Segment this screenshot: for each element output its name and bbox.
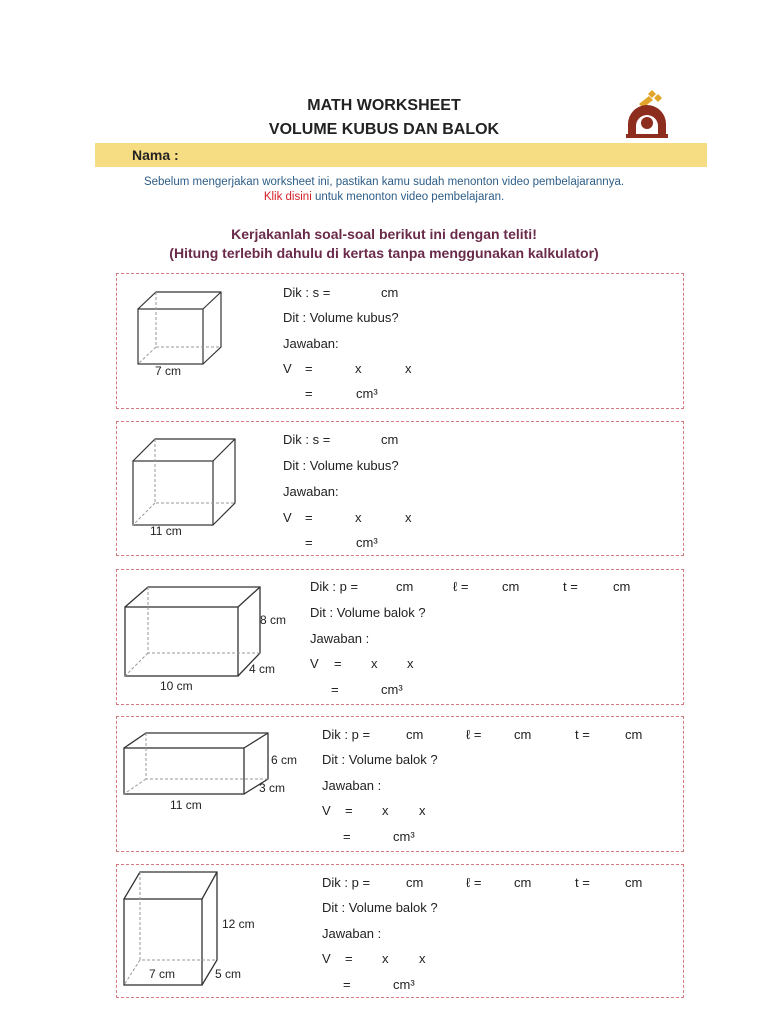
result-eq-2: =: [305, 535, 313, 550]
cuboid-height-label-4: 6 cm: [271, 753, 298, 767]
v-eq-3: =: [334, 656, 342, 671]
dik-l-4: ℓ =: [466, 727, 482, 742]
dit-4: Dit : Volume balok ?: [322, 752, 438, 767]
cuboid-width-label-3: 4 cm: [249, 662, 276, 676]
cuboid-height-label-5: 12 cm: [222, 917, 255, 931]
v-label-4: V: [322, 803, 331, 818]
cube-side-label-1: 7 cm: [155, 364, 182, 378]
dit-3: Dit : Volume balok ?: [310, 605, 426, 620]
dit-1: Dit : Volume kubus?: [283, 310, 399, 325]
cuboid-length-label-3: 10 cm: [160, 679, 193, 693]
result-eq-5: =: [343, 977, 351, 992]
result-unit-2: cm³: [356, 535, 378, 550]
x2-4: x: [419, 803, 426, 818]
x1-1: x: [355, 361, 362, 376]
dik-l-3: ℓ =: [453, 579, 469, 594]
worksheet-title: MATH WORKSHEET: [307, 97, 461, 114]
dik-p-4: Dik : p =: [322, 727, 371, 742]
dik-p-unit-4: cm: [406, 727, 424, 742]
dik-t-unit-5: cm: [625, 875, 643, 890]
x2-3: x: [407, 656, 414, 671]
intro-text: Sebelum mengerjakan worksheet ini, pastikan kamu sudah menonton video pembelajarannya.: [143, 176, 625, 188]
jawaban-5: Jawaban :: [322, 926, 382, 941]
dit-2: Dit : Volume kubus?: [283, 458, 399, 473]
result-eq-3: =: [331, 682, 339, 697]
dik-l-5: ℓ =: [466, 875, 482, 890]
x2-1: x: [405, 361, 412, 376]
video-link[interactable]: Klik disini: [263, 191, 312, 203]
cube-figure-2: [126, 432, 241, 530]
dik-1: Dik : s =: [283, 285, 331, 300]
dik-l-unit-4: cm: [514, 727, 532, 742]
x1-4: x: [382, 803, 389, 818]
x1-3: x: [371, 656, 378, 671]
v-eq-1: =: [305, 361, 313, 376]
result-unit-3: cm³: [381, 682, 403, 697]
dik-t-3: t =: [563, 579, 578, 594]
cube-figure-1: [130, 285, 230, 367]
dik-t-4: t =: [575, 727, 590, 742]
jawaban-2: Jawaban:: [283, 484, 339, 499]
x2-5: x: [419, 951, 426, 966]
jawaban-3: Jawaban :: [310, 631, 370, 646]
cuboid-length-label-5: 7 cm: [149, 967, 176, 981]
x1-5: x: [382, 951, 389, 966]
x1-2: x: [355, 510, 362, 525]
instruction-line-1: Kerjakanlah soal-soal berikut ini dengan teliti!: [231, 226, 537, 242]
v-label-3: V: [310, 656, 319, 671]
dik-t-unit-4: cm: [625, 727, 643, 742]
dik-l-unit-5: cm: [514, 875, 532, 890]
name-label: Nama :: [132, 147, 179, 163]
jawaban-4: Jawaban :: [322, 778, 382, 793]
institution-logo-icon: [624, 90, 670, 138]
v-eq-2: =: [305, 510, 313, 525]
v-label-1: V: [283, 361, 292, 376]
jawaban-1: Jawaban:: [283, 336, 339, 351]
result-eq-1: =: [305, 386, 313, 401]
dik-t-unit-3: cm: [613, 579, 631, 594]
dik-p-5: Dik : p =: [322, 875, 371, 890]
dik-p-3: Dik : p =: [310, 579, 359, 594]
result-unit-5: cm³: [393, 977, 415, 992]
name-field-bar[interactable]: [95, 143, 707, 167]
dik-unit-2: cm: [381, 432, 399, 447]
instruction-line-2: (Hitung terlebih dahulu di kertas tanpa menggunakan kalkulator): [169, 245, 599, 261]
dik-unit-1: cm: [381, 285, 399, 300]
v-eq-4: =: [345, 803, 353, 818]
dik-p-unit-5: cm: [406, 875, 424, 890]
cube-side-label-2: 11 cm: [150, 524, 182, 538]
intro-link-line: [0, 191, 768, 203]
v-label-2: V: [283, 510, 292, 525]
cuboid-figure-4: [118, 728, 274, 800]
worksheet-subtitle: VOLUME KUBUS DAN BALOK: [268, 121, 500, 138]
result-unit-4: cm³: [393, 829, 415, 844]
result-unit-1: cm³: [356, 386, 378, 401]
x2-2: x: [405, 510, 412, 525]
cuboid-height-label-3: 8 cm: [260, 613, 287, 627]
cuboid-width-label-5: 5 cm: [215, 967, 242, 981]
result-eq-4: =: [343, 829, 351, 844]
cuboid-width-label-4: 3 cm: [259, 781, 286, 795]
dit-5: Dit : Volume balok ?: [322, 900, 438, 915]
cuboid-figure-3: [120, 582, 270, 680]
cuboid-length-label-4: 11 cm: [170, 798, 202, 812]
dik-2: Dik : s =: [283, 432, 331, 447]
intro-link-rest: untuk menonton video pembelajaran.: [311, 191, 505, 203]
dik-t-5: t =: [575, 875, 590, 890]
dik-p-unit-3: cm: [396, 579, 414, 594]
v-label-5: V: [322, 951, 331, 966]
v-eq-5: =: [345, 951, 353, 966]
dik-l-unit-3: cm: [502, 579, 520, 594]
